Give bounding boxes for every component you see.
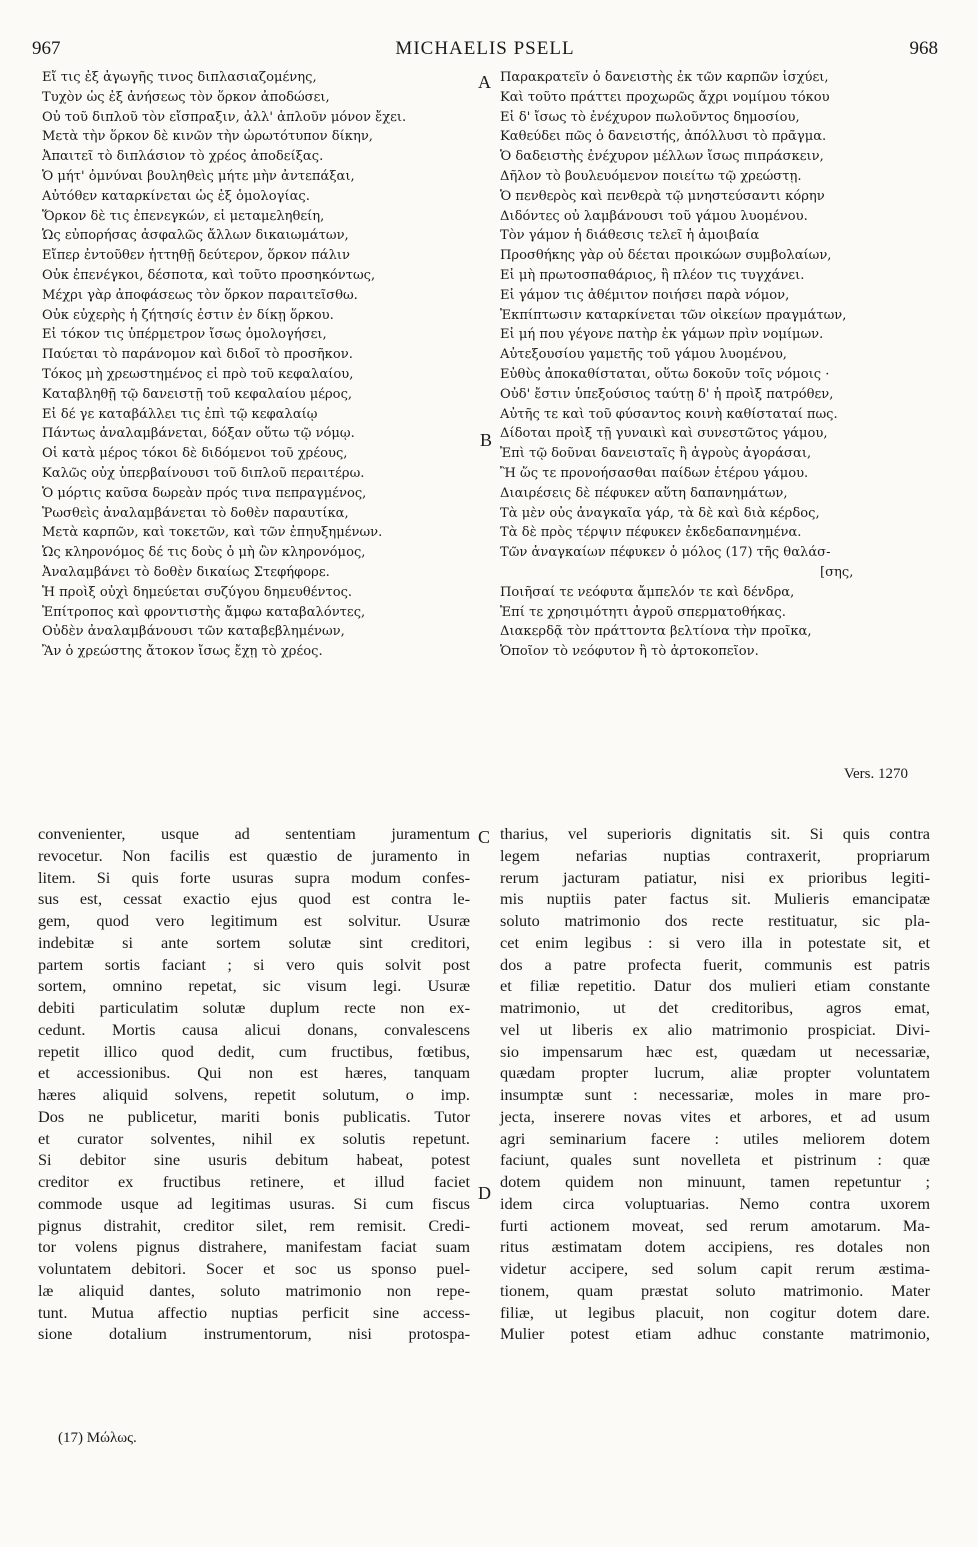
latin-text-line: gem, quod vero legitimum est solvitur. Usuræ [38,911,470,930]
greek-verse-line: Ἂν ὁ χρεώστης ἄτοκον ἴσως ἔχῃ τὸ χρέος. [42,644,323,660]
greek-verse-line: Παρακρατεῖν ὁ δανειστὴς ἐκ τῶν καρπῶν ἰσχύει, [500,70,829,85]
latin-text-line: soluto matrimonio dos recte restituatur, sic pla- [500,911,930,930]
greek-verse-line: Ὁ πενθερὸς καὶ πενθερὰ τῷ μνηστεύσαντι κόρην [500,188,825,204]
latin-text-line: voluntatem debitori. Socer et soc us sponso puel- [38,1259,470,1278]
latin-text-line: furti actionem moveat, sed rerum amotarum. Ma- [500,1215,930,1235]
latin-text-line: sione dotalium instrumentorum, nisi protospa- [38,1324,470,1344]
latin-text-line: commode usque ad legitimas usuras. Si cum fiscus [38,1193,470,1213]
greek-verse-line: Ἐπίτροπος καὶ φροντιστὴς ἄμφω καταβαλόντες, [42,604,366,620]
latin-text-line: filiæ, ut legibus placuit, non cogitur dotem dare. [500,1302,930,1322]
greek-verse-line: Παύεται τὸ παράνομον καὶ διδοῖ τὸ προσῆκον. [42,347,353,363]
latin-text-line: tionem, quam præstat soluto matrimonio. Mater [500,1280,930,1300]
latin-text-line: revocetur. Non facilis est quæstio de juramento in [38,845,470,865]
greek-verse-line: Διαιρέσεις δὲ πέφυκεν αὕτη δαπανημάτων, [500,485,788,501]
greek-verse-line: Δῆλον τὸ βουλευόμενον ποιείτω τῷ χρεώστῃ. [500,168,802,184]
latin-text-line: Mulier potest etiam adhuc constante matrimonio, [500,1324,930,1344]
latin-text-line: rerum jacturam patiatur, nisi ex prioribus legiti- [500,867,930,887]
greek-verse-right-column [500,68,940,662]
greek-verse-line: Αὐτόθεν καταρκίνεται ὡς ἐξ ὁμολογίας. [42,188,310,204]
latin-text-line: legem nefarias nuptias contraxerit, propriarum [500,845,930,865]
footnote: (17) Μώλως. [58,1430,137,1446]
page-header [30,38,940,64]
latin-text-line: creditor ex fructibus retinere, et illud faciet [38,1172,470,1191]
left-page-number: 967 [32,38,61,59]
section-marker-c: C [478,827,491,847]
greek-verse-left-column [42,68,472,662]
greek-verse-line: Ἀναλαμβάνει τὸ δοθὲν δικαίως Στεφήφορε. [42,564,330,580]
greek-verse-line: Διδόντες οὐ λαμβάνουσι τοῦ γάμου λυομένου. [500,208,808,224]
greek-verse-line: Ὁ μήτ' ὀμνύναι βουληθεὶς μήτε μὴν ἀντεπάξαι, [42,168,355,184]
greek-verse-line: Διακερδᾷ τὸν πράττοντα βελτίονα τὴν προῖκα, [500,624,812,640]
greek-verse-line: Ἐπί τε χρησιμότητι ἀγροῦ σπερματοθήκας. [500,604,786,620]
latin-text-line: sortem, omnino repetat, sic visum legi. Usuræ [38,976,470,996]
latin-text-line: indebitæ si ante sortem solutæ sint creditori, [38,932,470,952]
latin-text-line: tor volens pignus distrahere, manifestam faciat suam [38,1237,470,1257]
greek-verse-line: Ἐκπίπτωσιν καταρκίνεται τῶν οἰκείων πραγμάτων, [500,307,847,323]
verse-number: Vers. 1270 [843,766,908,782]
latin-text-line: cet enim legibus : si vero illa in potestate sit, et [500,932,930,952]
greek-verse-line: Ὁ μόρτις καῦσα δωρεὰν πρός τινα πεπραγμένος, [42,485,367,501]
greek-verse-line: Ὁποῖον τὸ νεόφυτον ἢ τὸ ἀρτοκοπεῖον. [500,644,759,660]
greek-verse-line: Εἴπερ ἐντοῦθεν ἡττηθῇ δεύτερον, ὅρκον πάλιν [42,248,350,264]
greek-verse-line: Πάντως ἀναλαμβάνεται, δόξαν οὕτω τῷ νόμῳ. [42,426,355,442]
latin-text-line: matrimonio, ut det creditoribus, agros emat, [500,998,930,1017]
greek-verse-line: Οὐδ' ἔστιν ὑπεξούσιος ταύτῃ δ' ἡ προὶξ πατρόθεν, [500,386,834,402]
latin-text-line: vel ut liberis ex alio matrimonio prospiciat. Divi- [500,1019,930,1039]
greek-verse-line: Τόκος μὴ χρεωστημένος εἰ πρὸ τοῦ κεφαλαίου, [42,366,354,382]
greek-verse-line: Ἐπὶ τῷ δοῦναι δανεισταῖς ἢ ἀγροὺς ἀγοράσαι, [500,446,812,462]
greek-verse-line: Εἰ δέ γε καταβάλλει τις ἐπὶ τῷ κεφαλαίῳ [42,406,318,422]
greek-verse-line: Ὅρκον δὲ τις ἐπενεγκών, εἰ μεταμεληθείη, [42,208,325,224]
latin-text-line: insumptæ sunt : necessariæ, moles in mare pro- [500,1085,930,1104]
latin-text-line: Dos ne publicetur, mariti bonis publicatis. Tutor [38,1106,470,1126]
greek-verse-line: Οἱ κατὰ μέρος τόκοι δὲ διδόμενοι τοῦ χρέους, [42,446,348,462]
greek-verse-line: Προσθήκης γὰρ οὐ δέεται προικώων συμβολαίων, [500,248,832,264]
greek-verse-line: Τὸν γάμον ἡ διάθεσις τελεῖ ἡ ἀμοιβαία [500,228,760,244]
greek-verse-line: Εἰ γάμον τις ἀθέμιτον ποιήσει παρὰ νόμον, [500,287,790,303]
right-page-number: 968 [909,38,938,59]
latin-text-line: debiti particulatim solutæ duplum recte non ex- [38,998,470,1017]
greek-verse-line: Εἰ δ' ἴσως τὸ ἐνέχυρον πωλοῦντος δημοσίου, [500,109,800,125]
greek-verse-line: Δίδοται προὶξ τῇ γυναικὶ καὶ συνεστῶτος γάμου, [500,426,828,442]
latin-text-line: sus est, cessat exactio ejus quod est contra le- [38,889,470,909]
latin-text-line: Si debitor sine usuris debitum habeat, potest [38,1150,470,1170]
greek-verse-line: Οὐδὲν ἀναλαμβάνουσι τῶν καταβεβλημένων, [42,624,345,640]
latin-text-line: pignus distrahit, creditor silet, rem remisit. Credi- [38,1215,470,1235]
greek-verse-line: Καταβληθῇ τῷ δανειστῇ τοῦ κεφαλαίου μέρος, [42,386,353,402]
greek-verse-line: Οὐ τοῦ διπλοῦ τὸν εἴσπραξιν, ἀλλ' ἁπλοῦν μόνον ἔχει. [42,109,407,125]
greek-verse-line: Μετὰ τὴν ὅρκον δὲ κινῶν τὴν ὠρωτότυπον δίκην, [42,129,373,145]
latin-text-line: dos a patre profecta fuerit, communis est patris [500,954,930,974]
latin-text-line: faciunt, quales sunt novelleta et pistrinum : quæ [500,1150,930,1170]
greek-verse-line: Εἰ μὴ πρωτοσπαθάριος, ἢ πλέον τις τυγχάνει. [500,267,805,283]
running-title: MICHAELIS PSELL [395,38,575,59]
greek-verse-line: Καθεύδει πῶς ὁ δανειστής, ἀπόλλυσι τὸ πρᾶγμα. [500,129,827,145]
greek-verse-line: Ὡς εὐπορήσας ἀσφαλῶς ἄλλων δικαιωμάτων, [42,228,349,244]
greek-verse-line: Μέχρι γὰρ ἀποφάσεως τὸν ὅρκον παραιτεῖσθω. [42,287,358,303]
greek-verse-line: Αὐτεξουσίου γαμετῆς τοῦ γάμου λυομένου, [500,347,787,363]
latin-text-line: tharius, vel superioris dignitatis sit. Si quis contra [500,824,930,843]
latin-text-line: dotem quidem non minuunt, tamen repetuntur ; [500,1172,930,1191]
latin-text-line: videtur accipere, sed solum capit rerum æstima- [500,1259,930,1278]
latin-text-line: et filiæ repetitio. Datur dos mulieri etiam constante [500,976,930,996]
latin-text-line: tunt. Mutua affectio nuptias perficit sine access- [38,1302,470,1322]
greek-verse-line: Ἡ προὶξ οὐχὶ δημεύεται συζύγου δημευθέντος. [42,584,353,600]
latin-text-line: læ aliquid dantes, soluto matrimonio non repe- [38,1280,470,1300]
greek-verse-line: Τυχὸν ὡς ἐξ ἀνήσεως τὸν ὅρκον ἀποδώσει, [42,89,330,105]
greek-verse-line: Αὐτῆς τε καὶ τοῦ φύσαντος κοινὴ καθίσταταί πως. [500,406,838,422]
section-marker-d: D [478,1183,491,1203]
latin-translation-right-column [500,823,930,1345]
latin-text-line: cedunt. Mortis causa alicui donans, convalescens [38,1019,470,1039]
greek-verse-line: Εἰ μή που γέγονε πατὴρ ἐκ γάμων πρὶν νομίμων. [500,327,824,343]
latin-text-line: sio impensarum hæc est, quædam ut necessariæ, [500,1041,930,1061]
greek-verse-line: Καὶ τοῦτο πράττει προχωρῶς ἄχρι νομίμου τόκου [500,89,830,105]
greek-verse-line: Ποιῆσαί τε νεόφυτα ἄμπελόν τε καὶ δένδρα, [500,584,795,600]
greek-verse-line: Καλῶς οὐχ ὑπερβαίνουσι τοῦ διπλοῦ περαιτέρω. [42,465,365,481]
latin-text-line: agri seminarium facere : utiles meliorem dotem [500,1128,930,1148]
greek-verse-line: Εἰ τόκον τις ὑπέρμετρον ἴσως ὁμολογήσει, [42,327,327,343]
latin-text-line: ritus æstimatam dotem accipiens, res dotales non [500,1237,930,1257]
greek-verse-line: Ἀπαιτεῖ τὸ διπλάσιον τὸ χρέος ἀποδείξας. [42,149,324,165]
greek-verse-line: [σης, [820,564,854,580]
greek-verse-line: Ὁ δαδειστὴς ἐνέχυρον μέλλων ἴσως πιπράσκειν, [500,149,824,165]
greek-verse-line: Εὐθὺς ἀποκαθίσταται, οὕτω δοκοῦν τοῖς νόμοις · [500,366,830,382]
greek-verse-line: Τῶν ἀναγκαίων πέφυκεν ὁ μόλος (17) τῆς θαλάσ- [500,545,831,561]
latin-text-line: mis nuptiis pater factus sit. Mulieris emancipatæ [500,889,930,909]
latin-text-line: repetit illico quod dedit, cum fructibus, fœtibus, [38,1041,470,1061]
latin-text-line: convenienter, usque ad sententiam juramentum [38,824,470,843]
greek-verse-line: Ῥωσθεὶς ἀναλαμβάνεται τὸ δοθὲν παραυτίκα, [42,505,349,521]
latin-text-line: et curator solventes, nihil ex solutis repetunt. [38,1128,470,1148]
greek-verse-line: Οὐκ ἐπενέγκοι, δέσποτα, καὶ τοῦτο προσηκόντως, [42,267,376,283]
section-marker-b: B [480,430,493,450]
latin-text-line: jecta, inserere novas vites et arbores, et ad usum [500,1106,930,1126]
greek-verse-line: Μετὰ καρπῶν, καὶ τοκετῶν, καὶ τῶν ἐπηυξημένων. [42,525,383,541]
latin-translation-left-column [38,823,470,1345]
greek-verse-line: Τὰ δὲ πρὸς τέρψιν πέφυκεν ἐκδεδαπανημένα. [500,525,802,541]
latin-text-line: quædam propter lucrum, aliæ propter voluntatem [500,1063,930,1083]
latin-text-line: partem sortis faciant ; si vero quis solvit post [38,954,470,974]
latin-text-line: hæres aliquid solvens, repetit solutum, o imp. [38,1085,470,1104]
greek-verse-line: Τὰ μὲν οὐς ἀναγκαῖα γάρ, τὰ δὲ καὶ διὰ κέρδος, [500,505,820,521]
greek-verse-line: Ὡς κληρονόμος δέ τις δοὺς ὁ μὴ ὢν κληρονόμος, [42,545,366,561]
latin-text-line: litem. Si quis forte usuras supra modum confes- [38,867,470,887]
greek-verse-line: Εἴ τις ἐξ ἀγωγῆς τινος διπλασιαζομένης, [42,70,317,85]
latin-text-line: et accessionibus. Qui non est hæres, tanquam [38,1063,470,1083]
greek-verse-line: Ἢ ὥς τε προνοήσασθαι παίδων ἑτέρου γάμου. [500,465,809,481]
greek-verse-line: Οὐκ εὐχερὴς ἡ ζήτησίς ἐστιν ἐν δίκῃ ὅρκου. [42,307,334,323]
section-marker-a: A [478,72,491,92]
latin-text-line: idem circa voluptuarias. Nemo contra uxorem [500,1193,930,1213]
